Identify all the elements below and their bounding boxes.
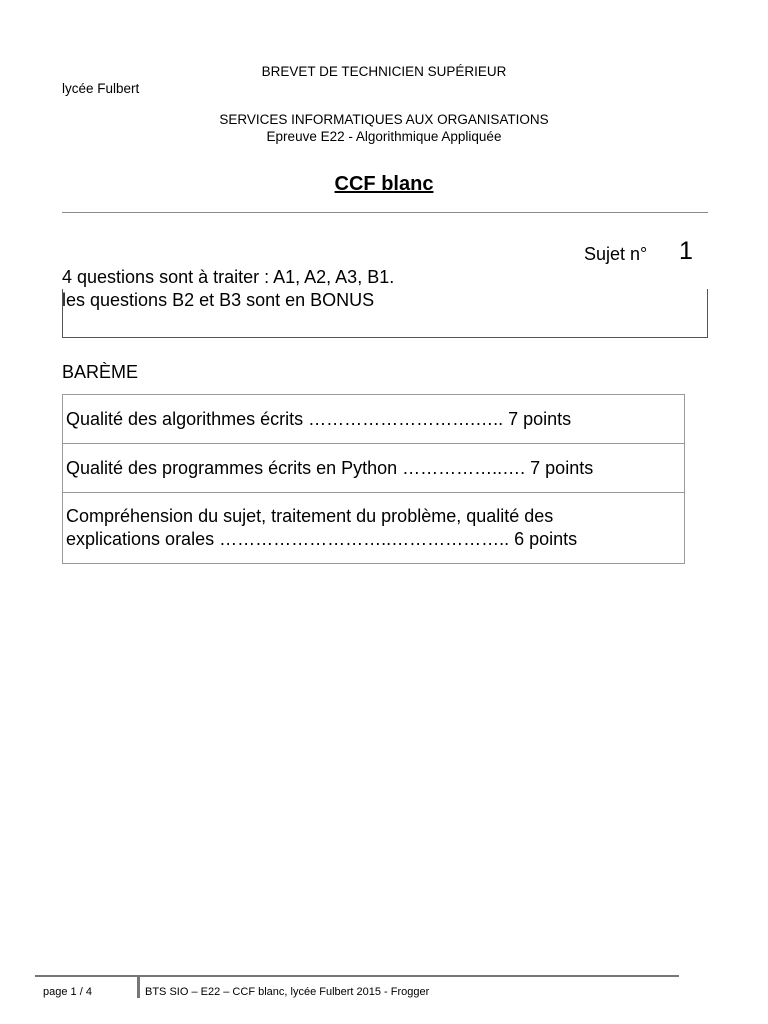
header-diploma: BREVET DE TECHNICIEN SUPÉRIEUR xyxy=(261,64,507,79)
header-school: lycée Fulbert xyxy=(62,81,140,96)
subject-label: Sujet n° xyxy=(584,244,648,264)
bareme-comprehension-line-2: explications orales ………………………..……………….. 6 points xyxy=(66,529,578,549)
footer-page-number: page 1 / 4 xyxy=(43,986,92,998)
bareme-comprehension xyxy=(63,493,685,564)
bareme-algorithms: Qualité des algorithmes écrits ……………………….….. 7 points xyxy=(63,395,685,444)
bareme-programs: Qualité des programmes écrits en Python ……………..…. 7 points xyxy=(63,444,685,493)
footer-divider xyxy=(35,975,679,977)
title-divider xyxy=(62,212,708,213)
table-row xyxy=(63,395,685,444)
page-title: CCF blanc xyxy=(334,173,434,195)
header-section: SERVICES INFORMATIQUES AUX ORGANISATIONS xyxy=(219,112,549,127)
bareme-table xyxy=(62,394,685,564)
instructions-line-2: les questions B2 et B3 sont en BONUS xyxy=(62,290,375,310)
instructions-line-1: 4 questions sont à traiter : A1, A2, A3, B1. xyxy=(62,267,395,287)
footer-text: BTS SIO – E22 – CCF blanc, lycée Fulbert 2015 - Frogger xyxy=(145,986,430,998)
table-row xyxy=(63,444,685,493)
subject-number: 1 xyxy=(679,237,693,265)
table-row xyxy=(63,493,685,564)
bareme-comprehension-line-1: Compréhension du sujet, traitement du problème, qualité des xyxy=(66,506,554,526)
header-exam: Epreuve E22 - Algorithmique Appliquée xyxy=(266,129,502,144)
bareme-heading: BARÈME xyxy=(62,362,139,382)
footer-separator xyxy=(137,976,140,998)
